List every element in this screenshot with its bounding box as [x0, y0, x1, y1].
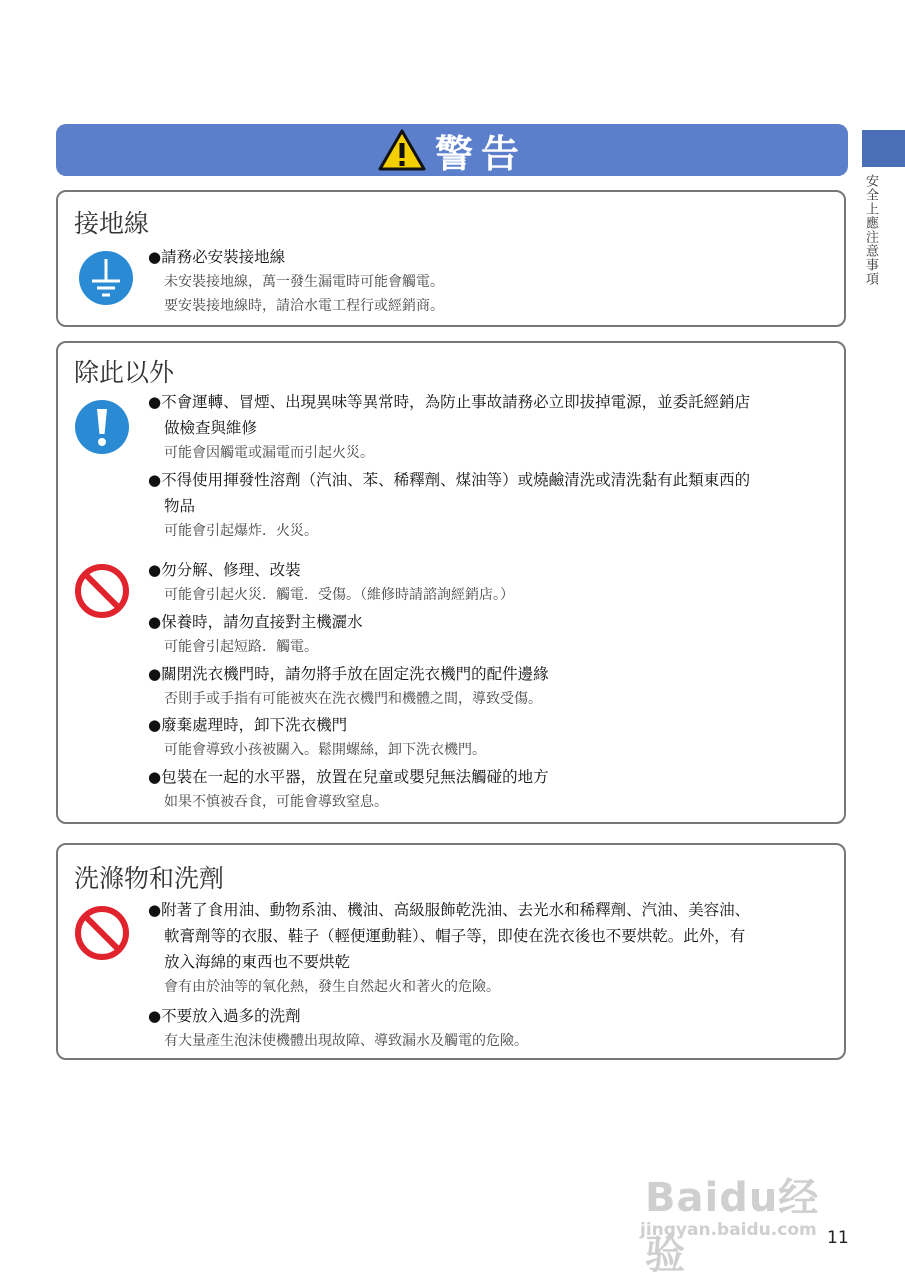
item-heading: 包裝在一起的水平器，放置在兒童或嬰兒無法觸碰的地方	[161, 768, 549, 786]
bullet: ●	[148, 665, 162, 683]
item-heading-continued: 軟膏劑等的衣服、鞋子（輕便運動鞋）、帽子等，即使在洗衣後也不要烘乾。此外，有	[164, 927, 746, 945]
item-detail: 否則手或手指有可能被夾在洗衣機門和機體之間，導致受傷。	[164, 691, 542, 707]
item-heading: 附著了食用油、動物系油、機油、高級服飾乾洗油、去光水和稀釋劑、汽油、美容油、	[161, 901, 751, 919]
prohibited-item	[148, 557, 824, 607]
prohibition-icon	[74, 905, 130, 961]
bullet: ●	[148, 901, 162, 919]
bullet: ●	[148, 716, 162, 734]
bullet: ●	[148, 561, 162, 579]
item-heading-continued: 物品	[164, 497, 196, 515]
bullet: ●	[148, 768, 162, 786]
bullet: ●	[148, 1007, 162, 1025]
item-heading-continued: 放入海綿的東西也不要烘乾	[164, 953, 351, 971]
warning-banner	[56, 124, 848, 176]
item-detail: 未安裝接地線，萬一發生漏電時可能會觸電。	[164, 274, 444, 290]
mandatory-item	[148, 467, 824, 543]
grounding-section	[56, 190, 846, 327]
watermark-logo: Baidu经验	[645, 1175, 820, 1278]
exclamation-icon	[74, 399, 130, 455]
item-detail: 會有由於油等的氧化熱，發生自然起火和著火的危險。	[164, 979, 500, 995]
item-detail: 可能會引起爆炸．火災。	[164, 523, 318, 539]
bullet: ●	[148, 248, 162, 266]
bullet: ●	[148, 613, 162, 631]
laundry-section-title: 洗滌物和洗劑	[74, 864, 225, 893]
page-title: 警告	[434, 131, 527, 176]
laundry-item	[148, 897, 824, 999]
bullet: ●	[148, 471, 162, 489]
item-heading: 不會運轉、冒煙、出現異味等異常時，為防止事故請務必立即拔掉電源，並委託經銷店	[161, 393, 751, 411]
prohibited-item	[148, 661, 824, 711]
item-heading: 廢棄處理時，卸下洗衣機門	[161, 716, 348, 734]
item-detail: 要安裝接地線時，請洽水電工程行或經銷商。	[164, 298, 444, 314]
item-heading: 不要放入過多的洗劑	[161, 1007, 301, 1025]
other-section-title: 除此以外	[74, 358, 175, 387]
item-heading: 不得使用揮發性溶劑（汽油、苯、稀釋劑、煤油等）或燒鹼清洗或清洗黏有此類東西的	[161, 471, 751, 489]
prohibition-icon	[74, 563, 130, 619]
grounding-section-title: 接地線	[74, 209, 150, 238]
bullet: ●	[148, 393, 162, 411]
laundry-item	[148, 1003, 824, 1053]
watermark	[640, 1150, 855, 1278]
prohibited-item	[148, 609, 824, 659]
side-tab-label: 安全上應注意事項	[863, 174, 878, 286]
prohibited-item	[148, 764, 824, 814]
side-tab-marker	[862, 130, 905, 167]
item-detail: 可能會因觸電或漏電而引起火災。	[164, 445, 374, 461]
mandatory-item	[148, 389, 824, 465]
item-detail: 可能會導致小孩被關入。鬆開螺絲，卸下洗衣機門。	[164, 742, 486, 758]
laundry-section	[56, 843, 846, 1060]
item-heading: 請務必安裝接地線	[161, 248, 286, 266]
item-detail: 可能會引起短路．觸電。	[164, 639, 318, 655]
page-number: 11	[827, 1228, 849, 1248]
item-detail: 有大量產生泡沫使機體出現故障、導致漏水及觸電的危險。	[164, 1033, 528, 1049]
item-detail: 可能會引起火災．觸電．受傷。（維修時請諮詢經銷店。）	[164, 587, 514, 603]
item-heading: 關閉洗衣機門時，請勿將手放在固定洗衣機門的配件邊緣	[161, 665, 549, 683]
ground-icon	[78, 250, 134, 306]
item-heading: 勿分解、修理、改裝	[161, 561, 301, 579]
prohibited-item	[148, 712, 824, 762]
item-heading-continued: 做檢查與維修	[164, 419, 258, 437]
warning-triangle-icon	[377, 128, 427, 172]
grounding-item	[148, 244, 824, 318]
item-detail: 如果不慎被吞食，可能會導致窒息。	[164, 794, 388, 810]
other-section	[56, 341, 846, 824]
item-heading: 保養時，請勿直接對主機灑水	[161, 613, 363, 631]
watermark-url: jingyan.baidu.com	[640, 1220, 817, 1240]
